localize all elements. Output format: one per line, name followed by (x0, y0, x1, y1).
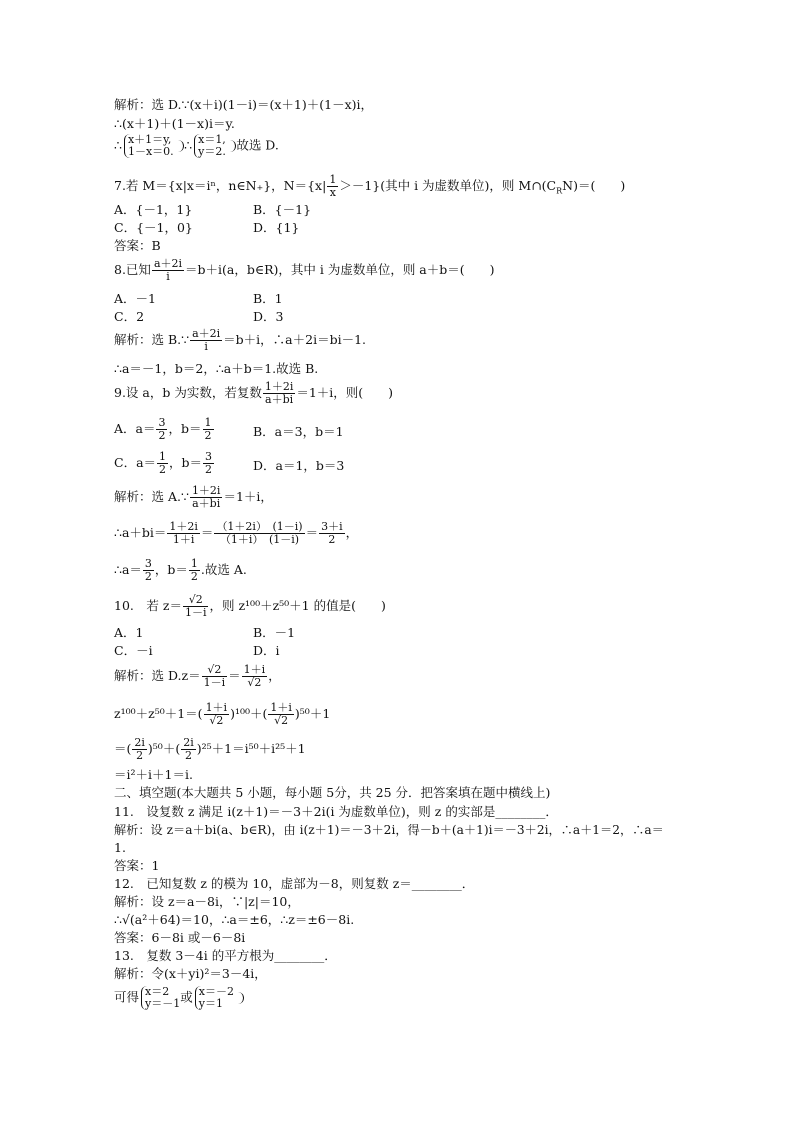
solution-line: 解析：令(x＋yi)²＝3－4i， (114, 966, 267, 981)
fraction: $\frac{√2}{1-i}$ (203, 663, 226, 689)
section-heading: 二、填空题(本大题共 5 小题，每小题 5分，共 25 分．把答案填在题中横线上) (114, 785, 551, 800)
fraction: $\frac{√2}{1-i}$ (184, 593, 207, 619)
solution-line: ∴(x＋1)＋(1－x)i＝y. (114, 116, 235, 131)
fraction: $\frac{3}{2}$ (205, 450, 213, 476)
option: A．1 (114, 625, 144, 640)
option: B．a＝3，b＝1 (253, 424, 344, 439)
brace-close (236, 992, 245, 1004)
option: C．－i (114, 643, 153, 658)
solution-line: ∴ x＋1＝y, 1－x＝0. ∴ x＝1, y＝2. 故选 D. (114, 133, 279, 158)
question-7: 7.若 M＝{x|x＝iⁿ，n∈N₊}，N＝{x| $\frac{1}{x}$ ＞－1}(其中 i 为虚数单位)，则 $M\cap(C_RN)=$( ) (114, 173, 626, 199)
solution-line: 解析：选 D.z＝ $\frac{√2}{1-i}$ ＝ $\frac{1+i}{√2}$ ， (114, 663, 281, 689)
solution-line: 解析：设 z＝a＋bi(a、b∈R)，由 i(z＋1)＝－3＋2i，得－b＋(a＋1)i＝－3＋2i，∴a＋1＝2，∴a＝ (114, 823, 664, 837)
fraction: $\frac{1+i}{√2}$ (205, 701, 228, 727)
solution-line: 可得 x＝2 y＝－1或 x＝－2 y＝1 (114, 986, 244, 1010)
equation-system: x＋1＝y, 1－x＝0. (124, 134, 174, 158)
fraction: $\frac{1+i}{√2}$ (243, 663, 266, 689)
option: A．－1 (114, 291, 156, 306)
solution-line: z¹⁰⁰＋z⁵⁰＋1＝( $\frac{1+i}{√2}$ )¹⁰⁰＋( $\frac{1+i}{√2}$ )⁵⁰＋1 (114, 701, 331, 727)
answer: 答案：6－8i 或－6－8i (114, 930, 246, 945)
option: D．{1} (253, 220, 300, 235)
fraction: $\frac{1+i}{√2}$ (270, 701, 292, 727)
fraction: $\frac{a+2i}{i}$ (153, 257, 183, 283)
question-13: 13. 复数 3－4i 的平方根为________． (114, 948, 337, 963)
option: C．{－1，0} (114, 220, 193, 235)
fraction: $\frac{1+2i}{a+bi}$ (191, 484, 221, 510)
solution-line: 解析：选 A.∵ $\frac{1+2i}{a+bi}$ ＝1＋i， (114, 484, 273, 510)
equation-system: x＝2 y＝－1 (141, 986, 180, 1010)
option: D．a＝1，b＝3 (253, 458, 345, 473)
solution-line: ∴√(a²＋64)＝10，∴a＝±6，∴z＝±6－8i. (114, 912, 355, 927)
solution-line: ∴a＋bi＝ $\frac{1+2i}{1+i}$ ＝ $\frac{(1+2i) (1-i)}{(1+i) (1-i)}$ ＝ $\frac{3+i}{2}$ ， (114, 520, 359, 546)
solution-line: ＝( $\frac{2i}{2}$ )⁵⁰＋( $\frac{2i}{2}$ )²⁵＋1＝i⁵⁰＋i²⁵＋1 (114, 736, 306, 762)
fraction: $\frac{1+2i}{a+bi}$ (264, 380, 294, 406)
fraction: $\frac{1}{2}$ (204, 416, 212, 442)
option: C．a＝ $\frac{1}{2}$ ，b＝ $\frac{3}{2}$ (114, 450, 213, 476)
equation-system: x＝1, y＝2. (194, 134, 226, 158)
solution-line: 解析：选 B.∵ $\frac{a+2i}{i}$ ＝b＋i，∴a＋2i＝bi－1. (114, 327, 367, 353)
question-8: 8.已知 $\frac{a+2i}{i}$ ＝b＋i(a，b∈R)，其中 i 为虚数单位，则 a＋b＝( ) (114, 257, 495, 283)
question-10: 10. 若 z＝ $\frac{√2}{1-i}$ ，则 z¹⁰⁰＋z⁵⁰＋1 的值是( ) (114, 593, 386, 619)
option: B．－1 (253, 625, 296, 640)
fraction: $\frac{(1+2i) (1-i)}{(1+i) (1-i)}$ (216, 520, 303, 546)
fraction: $\frac{2i}{2}$ (134, 736, 145, 762)
fraction: $\frac{3}{2}$ (158, 416, 166, 442)
fraction: $\frac{1}{x}$ (329, 173, 337, 199)
answer: 答案：1 (114, 858, 160, 873)
fraction: $\frac{3+i}{2}$ (321, 520, 343, 546)
fraction: $\frac{3}{2}$ (144, 557, 152, 583)
fraction: $\frac{1}{2}$ (159, 450, 167, 476)
question-9: 9.设 a，b 为实数，若复数 $\frac{1+2i}{a+bi}$ ＝1＋i，则( ) (114, 380, 394, 406)
option: C．2 (114, 309, 145, 324)
option: D．3 (253, 309, 284, 324)
solution-line: ＝i²＋i＋1＝i. (114, 767, 193, 782)
equation-system: x＝－2 y＝1 (195, 986, 234, 1010)
fraction: $\frac{1}{2}$ (190, 557, 198, 583)
fraction: $\frac{1+2i}{1+i}$ (169, 520, 198, 546)
option: B．1 (253, 291, 283, 306)
question-12: 12. 已知复数 z 的模为 10，虚部为－8，则复数 z＝________． (114, 876, 475, 891)
brace-close (176, 140, 185, 152)
option: A．a＝ $\frac{3}{2}$ ，b＝ $\frac{1}{2}$ (114, 416, 212, 442)
option: B．{－1} (253, 202, 312, 217)
option: A．{－1，1} (114, 202, 193, 217)
fraction: $\frac{2i}{2}$ (183, 736, 194, 762)
question-11: 11. 设复数 z 满足 i(z＋1)＝－3＋2i(i 为虚数单位)，则 z 的实部是________． (114, 804, 558, 819)
solution-line: 1. (114, 840, 126, 855)
fraction: $\frac{a+2i}{i}$ (192, 327, 221, 353)
solution-line: 解析：选 D.∵(x＋i)(1－i)＝(x＋1)＋(1－x)i， (114, 97, 373, 112)
solution-line: ∴a＝ $\frac{3}{2}$ ，b＝ $\frac{1}{2}$ .故选 A. (114, 557, 247, 583)
solution-line: 解析：设 z＝a－8i，∵|z|＝10， (114, 894, 300, 909)
solution-line: ∴a＝－1，b＝2，∴a＋b＝1.故选 B. (114, 361, 319, 376)
answer: 答案：B (114, 238, 161, 253)
option: D．i (253, 643, 280, 658)
